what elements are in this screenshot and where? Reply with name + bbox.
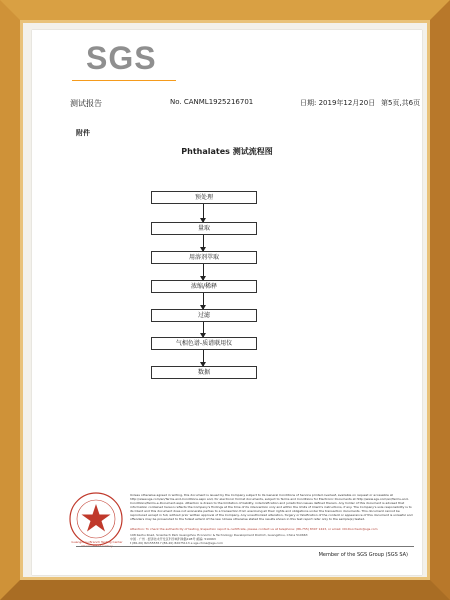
- contact-info: t (86-20) 82155555 f (86-20) 82075113 e sgs.china@sgs.com: [130, 541, 223, 545]
- logo-underline: [72, 80, 176, 81]
- flow-step: 预处理: [151, 191, 257, 204]
- attention-text: Attention: To check the authenticity of testing /inspection report & certificate, please contact us at telephone: (86-755) 8307 1443, or email: CN.Doccheck@sgs.com: [130, 527, 378, 531]
- flow-step: 数据: [151, 366, 257, 379]
- report-page: [32, 30, 422, 575]
- report-header: [70, 98, 421, 112]
- flow-step: 浓缩/稀释: [151, 280, 257, 293]
- report-number: No. CANML1925216701: [170, 98, 254, 106]
- flow-step: 气相色谱-质谱联用仪: [151, 337, 257, 350]
- flow-arrow: [203, 293, 204, 309]
- flow-arrow: [203, 264, 204, 280]
- sgs-logo: [86, 40, 158, 80]
- member-of-sgs: Member of the SGS Group (SGS SA): [318, 552, 408, 558]
- flow-arrow: [203, 322, 204, 337]
- page-indicator: 第5页,共6页: [381, 99, 421, 107]
- address-cn: 中国 · 广州 · 经济技术开发区科学城科珠路198号 邮编: 510663: [130, 537, 216, 541]
- terms-text: Unless otherwise agreed in writing, this document is issued by the Company subject to its General Conditions of Service printed overleaf, available on request or accessible at http://www.sgs.com/en/Terms-and-Conditions.aspx and, for electronic format documents, subject to Terms and Conditions for Electronic Documents at http://www.sgs.com/en/Terms-and-Conditions/Terms-e-Document.aspx. Attention is drawn to the limitation of liability, indemnification and jurisdiction issues defined therein. Any holder of this document is advised that information contained hereon reflects the Company's findings at the time of its intervention only and within the limits of Client's instructions, if any. The Company's sole responsibility is to its Client and this document does not exonerate parties to a transaction from exercising all their rights and obligations under the transaction documents. This document cannot be reproduced except in full, without prior written approval of the Company. Any unauthorized alteration, forgery or falsification of the content or appearance of this document is unlawful and offenders may be prosecuted to the fullest extent of the law. Unless otherwise stated the results shown in this test report refer only to the sample(s) tested.: [130, 493, 413, 521]
- flow-arrow: [203, 350, 204, 366]
- sgs-logo-text: SGS: [86, 40, 157, 76]
- report-date: 日期: 2019年12月20日: [300, 99, 376, 107]
- footer-divider: [76, 546, 414, 547]
- attachment-label: 附件: [76, 129, 90, 137]
- flow-step: 用溶剂萃取: [151, 251, 257, 264]
- flow-step: 量取: [151, 222, 257, 235]
- flow-arrow: [203, 204, 204, 222]
- laboratory-seal: [68, 491, 124, 547]
- flow-arrow: [203, 235, 204, 251]
- report-title: 测试报告: [70, 99, 102, 108]
- flowchart-title: Phthalates 测试流程图: [181, 147, 273, 156]
- address-en: 198 Kezhu Road, Scientech Park Guangzhou Economic & Technology Development District, Guangzhou, China 510663: [130, 533, 308, 537]
- flow-step: 过滤: [151, 309, 257, 322]
- seal-caption: Guangzhou Branch Testing Center: [71, 540, 123, 544]
